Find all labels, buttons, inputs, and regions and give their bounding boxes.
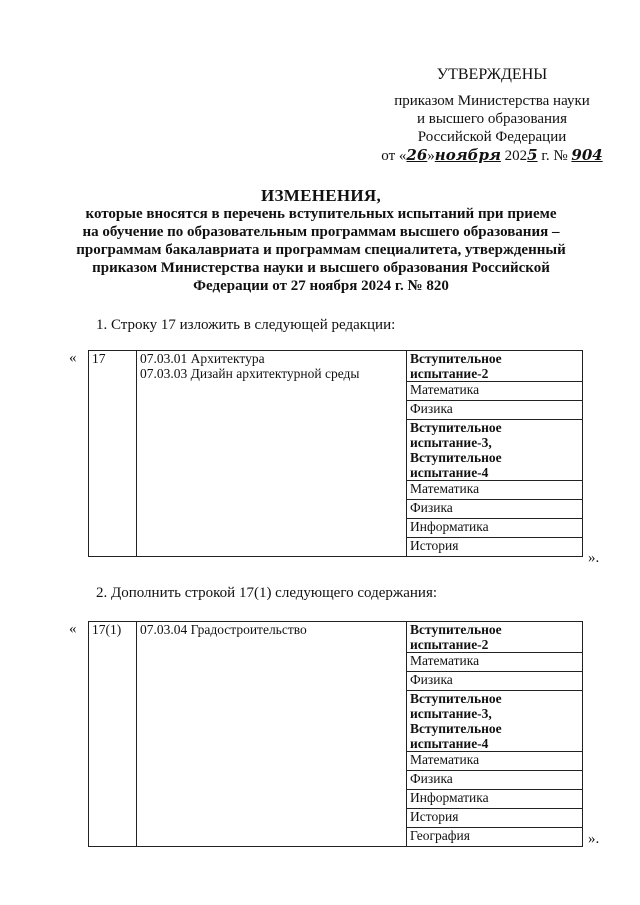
item-1-text: 1. Строку 17 изложить в следующей редакции: — [96, 317, 396, 333]
exam-cell: География — [407, 828, 583, 847]
heading-line-3: программам бакалавриата и программам специалитета, утвержденный — [76, 242, 566, 258]
year-suffix: г. № — [537, 148, 568, 164]
program-list — [137, 622, 407, 847]
handwritten-day: 26 — [406, 146, 428, 164]
handwritten-order-number: 904 — [571, 146, 603, 164]
exam-cell: Физика — [407, 500, 583, 519]
row-number: 17(1) — [89, 622, 137, 847]
date-prefix: от « — [381, 148, 407, 164]
exam-cell: История — [407, 538, 583, 557]
program-item: 07.03.04 Градостроительство — [140, 622, 307, 637]
program-item: 07.03.01 Архитектура — [140, 351, 265, 366]
approval-date-line — [372, 146, 612, 165]
exam-group-cell: Вступительное испытание-3, Вступительное испытание-4 — [407, 691, 583, 752]
item-2-open-quote: « — [69, 621, 77, 637]
row-17-1-table — [88, 621, 583, 847]
item-1-close-quote: ». — [588, 550, 600, 566]
exam-cell: Информатика — [407, 790, 583, 809]
heading-line-4: приказом Министерства науки и высшего образования Российской — [92, 260, 550, 276]
exam-group-cell: Вступительное испытание-2 — [407, 622, 583, 653]
program-list — [137, 351, 407, 557]
handwritten-month: ноября — [434, 146, 501, 164]
handwritten-year-digit: 5 — [527, 146, 538, 164]
item-1-open-quote: « — [69, 350, 77, 366]
item-2-text: 2. Дополнить строкой 17(1) следующего содержания: — [96, 585, 438, 601]
date-mid: » — [427, 148, 435, 164]
item-2-close-quote: ». — [588, 831, 600, 847]
approval-block — [372, 66, 612, 165]
row-number: 17 — [89, 351, 137, 557]
approval-line-3: Российской Федерации — [417, 129, 567, 145]
heading-line-2: на обучение по образовательным программам высшего образования – — [82, 224, 560, 240]
heading-line-1: которые вносятся в перечень вступительных испытаний при приеме — [85, 206, 557, 222]
approval-title: УТВЕРЖДЕНЫ — [436, 66, 548, 83]
exam-cell: Физика — [407, 401, 583, 420]
exam-cell: Математика — [407, 481, 583, 500]
approval-line-1: приказом Министерства науки — [394, 93, 590, 109]
exam-cell: Математика — [407, 382, 583, 401]
exam-cell: История — [407, 809, 583, 828]
program-item: 07.03.03 Дизайн архитектурной среды — [140, 366, 360, 381]
exam-cell: Физика — [407, 771, 583, 790]
exam-cell: Математика — [407, 752, 583, 771]
heading-title: ИЗМЕНЕНИЯ, — [260, 186, 382, 205]
exam-group-cell: Вступительное испытание-3, Вступительное испытание-4 — [407, 420, 583, 481]
heading-line-5: Федерации от 27 ноября 2024 г. № 820 — [193, 278, 449, 294]
year-prefix: 202 — [504, 148, 528, 164]
exam-cell: Математика — [407, 653, 583, 672]
exam-cell: Физика — [407, 672, 583, 691]
row-17-table — [88, 350, 583, 557]
approval-line-2: и высшего образования — [417, 111, 567, 127]
exam-cell: Информатика — [407, 519, 583, 538]
document-heading — [62, 187, 580, 295]
exam-group-cell: Вступительное испытание-2 — [407, 351, 583, 382]
